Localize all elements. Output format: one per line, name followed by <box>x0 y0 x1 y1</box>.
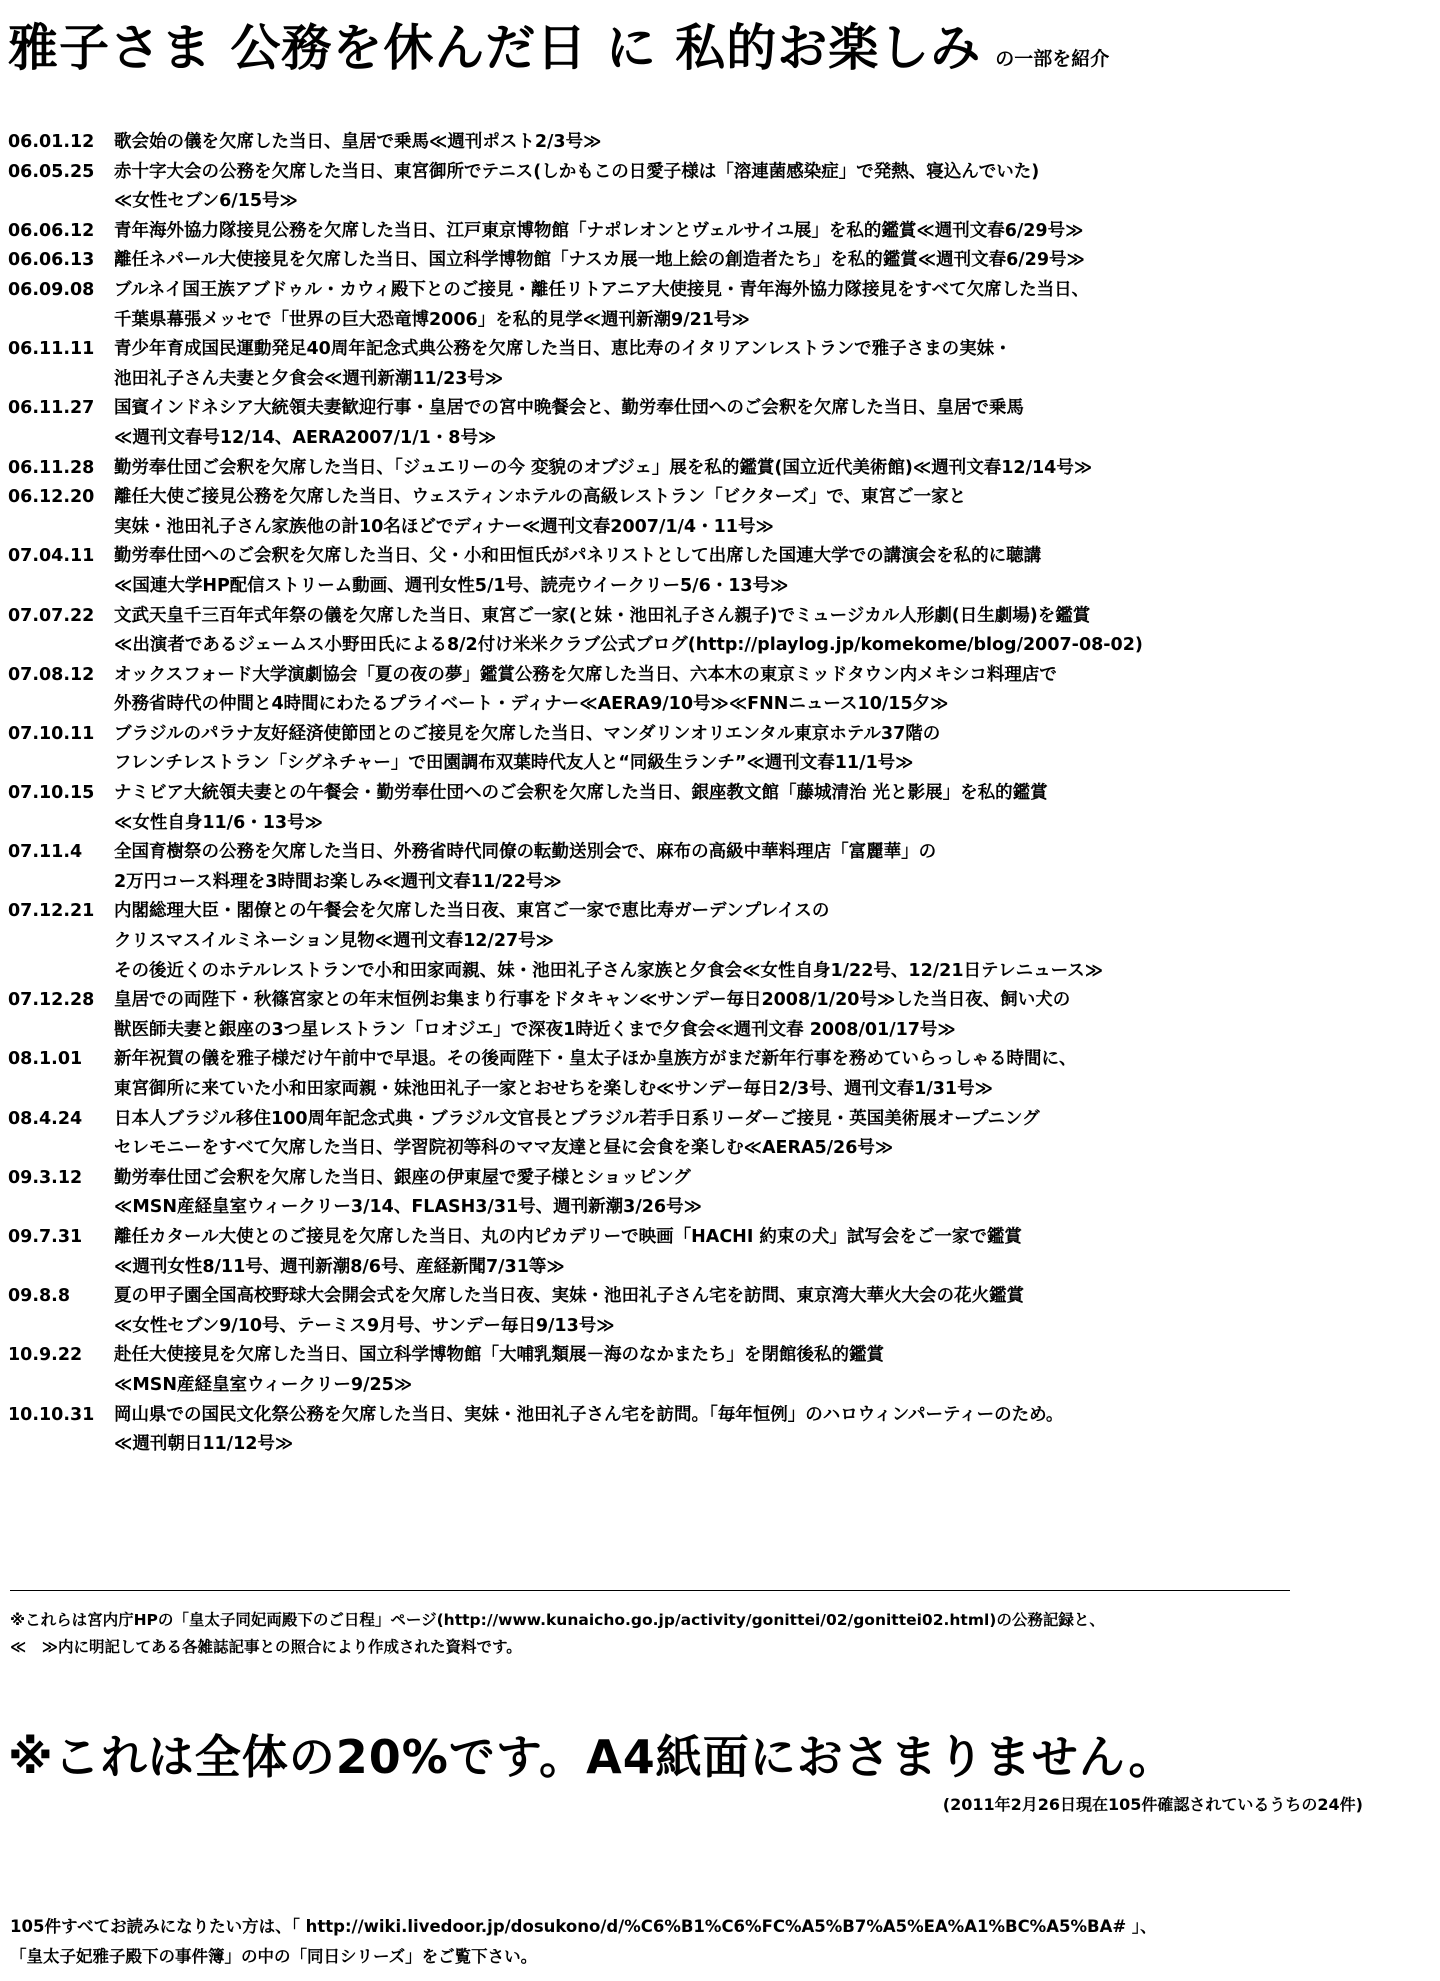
entry-body <box>114 128 1433 158</box>
entry-body <box>114 602 1433 661</box>
entry-row <box>8 454 1433 484</box>
entry-text-line: 東宮御所に来ていた小和田家両親・妹池田礼子一家とおせちを楽しむ≪サンデー毎日2/3号、週刊文春1/31号≫ <box>114 1079 993 1099</box>
footer-line: 「皇太子妃雅子殿下の事件簿」の中の「同日シリーズ」をご覧下さい。 <box>10 1947 538 1966</box>
entry-text-line: 文武天皇千三百年式年祭の儀を欠席した当日、東宮ご一家(と妹・池田礼子さん親子)でミュージカル人形劇(日生劇場)を鑑賞 <box>114 605 1091 626</box>
entry-row <box>8 602 1433 661</box>
entry-date: 06.06.13 <box>8 250 95 271</box>
entry-row <box>8 1045 1433 1104</box>
entry-body <box>114 483 1433 542</box>
entry-body <box>114 1045 1433 1104</box>
entry-text-line: フレンチレストラン「シグネチャー」で田園調布双葉時代友人と“同級生ランチ”≪週刊文春11/1号≫ <box>114 753 914 774</box>
entry-body <box>114 1164 1433 1223</box>
entry-text-line: 青年海外協力隊接見公務を欠席した当日、江戸東京博物館「ナポレオンとヴェルサイユ展」を私的鑑賞≪週刊文春6/29号≫ <box>114 220 1084 241</box>
entry-text-line: ≪週刊女性8/11号、週刊新潮8/6号、産経新聞7/31等≫ <box>114 1256 565 1277</box>
entry-body <box>114 394 1433 453</box>
entry-text-line: 池田礼子さん夫妻と夕食会≪週刊新潮11/23号≫ <box>114 368 504 389</box>
entry-body <box>114 1105 1433 1164</box>
note-line: ≪ ≫内に明記してある各雑誌記事との照合により作成された資料です。 <box>10 1638 522 1656</box>
entry-date: 06.11.11 <box>8 339 95 360</box>
entry-date: 06.12.20 <box>8 487 95 508</box>
entry-body <box>114 1223 1433 1282</box>
entry-row <box>8 542 1433 601</box>
entry-body <box>114 1401 1433 1460</box>
footer-line: 105件すべてお読みになりたい方は、「 http://wiki.livedoor.jp/dosukono/d/%C6%B1%C6%FC%A5%B7%A5%EA%A1%BC%A5%BA# 」、 <box>10 1917 1157 1936</box>
entry-row <box>8 838 1433 897</box>
entry-text-line: 勤労奉仕団ご会釈を欠席した当日、「ジュエリーの今 変貌のオブジェ」展を私的鑑賞(国立近代美術館)≪週刊文春12/14号≫ <box>114 457 1093 478</box>
entry-text-line: 岡山県での国民文化祭公務を欠席した当日、実妹・池田礼子さん宅を訪問。「毎年恒例」のハロウィンパーティーのため。 <box>114 1404 1064 1425</box>
entry-body <box>114 454 1433 484</box>
entry-row <box>8 276 1433 335</box>
entry-date: 06.11.27 <box>8 398 95 419</box>
entry-body <box>114 838 1433 897</box>
page-title-suffix: の一部を紹介 <box>995 48 1110 70</box>
entry-row <box>8 779 1433 838</box>
entry-body <box>114 276 1433 335</box>
entry-body <box>114 542 1433 601</box>
entry-text-line: 全国育樹祭の公務を欠席した当日、外務省時代同僚の転勤送別会で、麻布の高級中華料理店「富麗華」の <box>114 842 937 863</box>
entry-text-line: 離任大使ご接見公務を欠席した当日、ウェスティンホテルの高級レストラン「ビクターズ」で、東宮ご一家と <box>114 487 967 508</box>
entry-row <box>8 483 1433 542</box>
entry-text-line: クリスマスイルミネーション見物≪週刊文春12/27号≫ <box>114 931 554 952</box>
entry-text-line: 外務省時代の仲間と4時間にわたるプライベート・ディナー≪AERA9/10号≫≪FNNニュース10/15夕≫ <box>114 694 949 715</box>
entry-list <box>8 128 1433 1460</box>
entry-row <box>8 661 1433 720</box>
entry-body <box>114 779 1433 838</box>
entry-row <box>8 897 1433 986</box>
entry-row <box>8 1223 1433 1282</box>
entry-text-line: ≪MSN産経皇室ウィークリー9/25≫ <box>114 1374 413 1395</box>
entry-text-line: 赤十字大会の公務を欠席した当日、東宮御所でテニス(しかもこの日愛子様は「溶連菌感染症」で発熱、寝込んでいた) <box>114 161 1040 182</box>
entry-date: 06.01.12 <box>8 132 95 152</box>
entry-date: 07.04.11 <box>8 546 95 567</box>
entry-date: 08.1.01 <box>8 1049 83 1070</box>
entry-text-line: ≪週刊朝日11/12号≫ <box>114 1434 294 1455</box>
entry-text-line: 内閣総理大臣・閣僚との午餐会を欠席した当日夜、東宮ご一家で恵比寿ガーデンプレイスの <box>114 901 830 922</box>
entry-text-line: その後近くのホテルレストランで小和田家両親、妹・池田礼子さん家族と夕食会≪女性自身1/22号、12/21日テレニュース≫ <box>114 960 1104 981</box>
entry-text-line: 獣医師夫妻と銀座の3つ星レストラン「ロオジエ」で深夜1時近くまで夕食会≪週刊文春 2008/01/17号≫ <box>114 1019 956 1040</box>
entry-body <box>114 1341 1433 1400</box>
entry-date: 06.11.28 <box>8 457 95 478</box>
entry-date: 06.05.25 <box>8 161 95 182</box>
entry-date: 08.4.24 <box>8 1108 83 1129</box>
entry-body <box>114 158 1433 217</box>
entry-date: 07.08.12 <box>8 664 95 685</box>
entry-date: 07.10.15 <box>8 783 95 804</box>
entry-row <box>8 1164 1433 1223</box>
entry-row <box>8 394 1433 453</box>
entry-text-line: ≪週刊文春号12/14、AERA2007/1/1・8号≫ <box>114 427 497 448</box>
entry-date: 10.10.31 <box>8 1404 95 1425</box>
entry-body <box>114 335 1433 394</box>
entry-text-line: 夏の甲子園全国高校野球大会開会式を欠席した当日夜、実妹・池田礼子さん宅を訪問、東京湾大華火大会の花火鑑賞 <box>114 1286 1024 1307</box>
entry-text-line: 離任カタール大使とのご接見を欠席した当日、丸の内ピカデリーで映画「HACHI 約束の犬」試写会をご一家で鑑賞 <box>114 1226 1022 1247</box>
entry-date: 07.12.28 <box>8 990 95 1011</box>
entry-body <box>114 720 1433 779</box>
entry-body <box>114 217 1433 247</box>
entry-date: 06.09.08 <box>8 279 95 300</box>
entry-text-line: 新年祝賀の儀を雅子様だけ午前中で早退。その後両陛下・皇太子ほか皇族方がまだ新年行事を務めていらっしゃる時間に、 <box>114 1049 1077 1070</box>
entry-text-line: ≪出演者であるジェームス小野田氏による8/2付け米米クラブ公式ブログ(http://playlog.jp/komekome/blog/2007-08-02) <box>114 635 1143 656</box>
entry-row <box>8 1341 1433 1400</box>
entry-text-line: ブラジルのパラナ友好経済使節団とのご接見を欠席した当日、マンダリンオリエンタル東京ホテル37階の <box>114 723 941 744</box>
entry-text-line: 実妹・池田礼子さん家族他の計10名ほどでディナー≪週刊文春2007/1/4・11号≫ <box>114 516 774 537</box>
entry-text-line: 青少年育成国民運動発足40周年記念式典公務を欠席した当日、恵比寿のイタリアンレストランで雅子さまの実妹・ <box>114 339 1012 360</box>
entry-row <box>8 1105 1433 1164</box>
note-divider <box>10 1590 1290 1591</box>
entry-text-line: セレモニーをすべて欠席した当日、学習院初等科のママ友達と昼に会食を楽しむ≪AERA5/26号≫ <box>114 1138 894 1159</box>
entry-text-line: ≪国連大学HP配信ストリーム動画、週刊女性5/1号、読売ウイークリー5/6・13号≫ <box>114 575 789 596</box>
entry-text-line: ナミビア大統領夫妻との午餐会・勤労奉仕団へのご会釈を欠席した当日、銀座教文館「藤城清治 光と影展」を私的鑑賞 <box>114 783 1048 804</box>
entry-text-line: 赴任大使接見を欠席した当日、国立科学博物館「大哺乳類展－海のなかまたち」を閉館後私的鑑賞 <box>114 1345 884 1366</box>
entry-date: 09.8.8 <box>8 1286 71 1307</box>
entry-row <box>8 158 1433 217</box>
entry-body <box>114 661 1433 720</box>
entry-date: 07.11.4 <box>8 842 83 863</box>
footer-block <box>10 1912 1435 1972</box>
entry-row <box>8 986 1433 1045</box>
entry-text-line: 勤労奉仕団へのご会釈を欠席した当日、父・小和田恒氏がパネリストとして出席した国連大学での講演会を私的に聴講 <box>114 546 1042 567</box>
entry-text-line: ≪MSN産経皇室ウィークリー3/14、FLASH3/31号、週刊新潮3/26号≫ <box>114 1197 702 1218</box>
entry-date: 06.06.12 <box>8 220 95 241</box>
notice-headline: ※これは全体の20%です。A4紙面におさまりません。 <box>8 1730 1176 1784</box>
entry-date: 09.3.12 <box>8 1167 83 1188</box>
entry-date: 07.07.22 <box>8 605 95 626</box>
entry-body <box>114 897 1433 986</box>
entry-text-line: ブルネイ国王族アブドゥル・カウィ殿下とのご接見・離任リトアニア大使接見・青年海外協力隊接見をすべて欠席した当日、 <box>114 279 1090 300</box>
entry-body <box>114 1282 1433 1341</box>
page-title: 雅子さま 公務を休んだ日 に 私的お楽しみ <box>8 19 982 77</box>
entry-row <box>8 246 1433 276</box>
entry-text-line: 勤労奉仕団ご会釈を欠席した当日、銀座の伊東屋で愛子様とショッピング <box>114 1167 691 1188</box>
entry-row <box>8 1401 1433 1460</box>
entry-text-line: 歌会始の儀を欠席した当日、皇居で乗馬≪週刊ポスト2/3号≫ <box>114 132 602 152</box>
entry-text-line: ≪女性自身11/6・13号≫ <box>114 812 323 833</box>
entry-text-line: 離任ネパール大使接見を欠席した当日、国立科学博物館「ナスカ展一地上絵の創造者たち」を私的鑑賞≪週刊文春6/29号≫ <box>114 250 1085 271</box>
entry-text-line: 日本人ブラジル移住100周年記念式典・ブラジル文官長とブラジル若手日系リーダーご接見・英国美術展オープニング <box>114 1108 1040 1129</box>
entry-text-line: オックスフォード大学演劇協会「夏の夜の夢」鑑賞公務を欠席した当日、六本木の東京ミッドタウン内メキシコ料理店で <box>114 664 1057 685</box>
entry-row <box>8 1282 1433 1341</box>
entry-date: 07.10.11 <box>8 723 95 744</box>
entry-text-line: 2万円コース料理を3時間お楽しみ≪週刊文春11/22号≫ <box>114 871 562 892</box>
notice-block <box>8 1722 1433 1818</box>
entry-body <box>114 246 1433 276</box>
entry-row <box>8 335 1433 394</box>
entry-text-line: ≪女性セブン6/15号≫ <box>114 191 298 212</box>
entry-date: 10.9.22 <box>8 1345 83 1366</box>
note-line: ※これらは宮内庁HPの「皇太子同妃両殿下のご日程」ページ(http://www.kunaicho.go.jp/activity/gonittei/02/gonittei02.html)の公務記録と、 <box>10 1611 1105 1629</box>
entry-row <box>8 720 1433 779</box>
entry-text-line: ≪女性セブン9/10号、テーミス9月号、サンデー毎日9/13号≫ <box>114 1315 615 1336</box>
entry-text-line: 千葉県幕張メッセで「世界の巨大恐竜博2006」を私的見学≪週刊新潮9/21号≫ <box>114 309 750 330</box>
entry-body <box>114 986 1433 1045</box>
entry-row <box>8 217 1433 247</box>
entry-text-line: 皇居での両陛下・秋篠宮家との年末恒例お集まり行事をドタキャン≪サンデー毎日2008/1/20号≫した当日夜、飼い犬の <box>114 990 1071 1011</box>
entry-text-line: 国賓インドネシア大統領夫妻歓迎行事・皇居での宮中晩餐会と、勤労奉仕団へのご会釈を欠席した当日、皇居で乗馬 <box>114 398 1024 419</box>
entry-row <box>8 128 1433 158</box>
page-header <box>8 8 1428 88</box>
entry-date: 07.12.21 <box>8 901 95 922</box>
notice-subline: (2011年2月26日現在105件確認されているうちの24件) <box>942 1795 1363 1814</box>
source-note <box>10 1590 1435 1661</box>
entry-date: 09.7.31 <box>8 1226 83 1247</box>
